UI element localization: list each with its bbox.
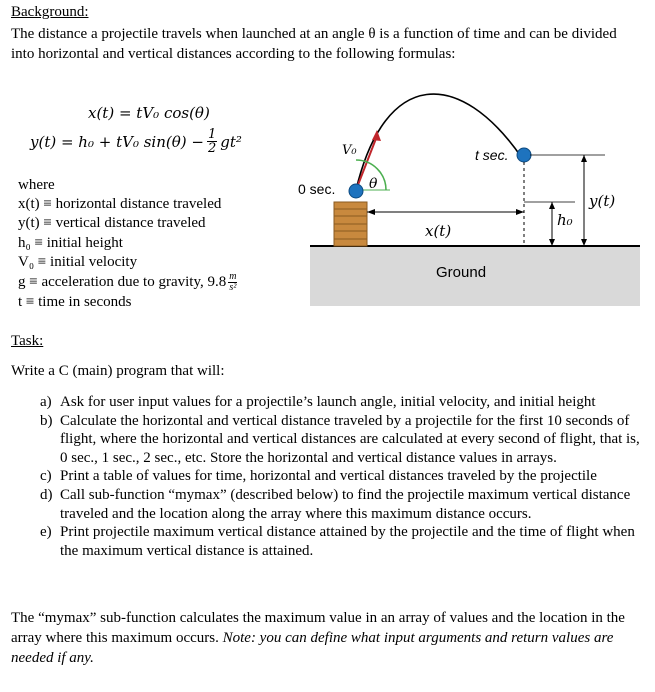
g-definition: g ≡ acceleration due to gravity, 9.8 <box>18 273 227 290</box>
item-text: Print a table of values for time, horizontal and vertical distances traveled by the projectile <box>60 468 597 485</box>
fraction-denominator: 2 <box>207 141 217 156</box>
item-label: b) <box>40 412 53 429</box>
item-label: d) <box>40 486 53 503</box>
list-item <box>40 486 640 523</box>
v-definition: V₀ ≡ initial velocity <box>18 253 138 270</box>
list-item <box>40 412 640 468</box>
y-definition: y(t) ≡ vertical distance traveled <box>18 215 206 232</box>
background-heading: Background: <box>11 4 89 20</box>
list-item <box>40 393 640 412</box>
fraction-numerator: 1 <box>207 127 217 142</box>
definitions-list <box>18 176 237 312</box>
background-paragraph: The distance a projectile travels when launched at an angle θ is a function of time and can be divided into horizontal and vertical distances according to the following formulas: <box>11 26 617 62</box>
one-half-fraction <box>207 128 217 155</box>
y-equation <box>30 128 242 155</box>
y-label: y(t) <box>589 192 616 210</box>
g-unit-den: s² <box>229 282 237 294</box>
theta-label: θ <box>369 176 378 192</box>
ground-label: Ground <box>436 264 487 281</box>
item-label: e) <box>40 524 52 541</box>
x-definition: x(t) ≡ horizontal distance traveled <box>18 196 222 213</box>
tsec-ball <box>517 148 531 162</box>
item-text: Print projectile maximum vertical distance attained by the projectile and the time of flight when the maximum vertical distance is attained. <box>60 524 635 559</box>
where-label: where <box>18 177 55 193</box>
v0-label: V₀ <box>342 143 357 158</box>
mymax-description <box>11 608 641 668</box>
item-label: c) <box>40 468 52 485</box>
task-heading: Task: <box>11 333 44 349</box>
item-text: Calculate the horizontal and vertical distance traveled by a projectile for the first 10 seconds of flight, where the horizontal and vertical distances are calculated at every second of flight, that is, 0 sec., 1 sec., 2 sec., etc. Store the horizontal and vertical distance values in arrays. <box>60 412 640 466</box>
g-definition-row <box>18 272 237 293</box>
item-label: a) <box>40 394 52 410</box>
task-intro: Write a C (main) program that will: <box>11 363 225 379</box>
h-definition: h₀ ≡ initial height <box>18 234 123 251</box>
zero-sec-label: 0 sec. <box>298 181 336 197</box>
y-equation-right: gt² <box>220 132 242 151</box>
item-text: Call sub-function “mymax” (described below) to find the projectile maximum vertical distance traveled and the location along the array where this maximum distance occurs. <box>60 486 631 522</box>
item-text: Ask for user input values for a projectile’s launch angle, initial velocity, and initial height <box>60 394 596 410</box>
list-item <box>40 467 640 486</box>
g-unit-num: m <box>229 271 237 283</box>
t-definition: t ≡ time in seconds <box>18 294 132 311</box>
mymax-note: Note: you can define what input arguments and return values are needed if any. <box>11 630 614 666</box>
mymax-text: The “mymax” sub-function calculates the maximum value in an array of values and the location in the array where this maximum occurs. <box>11 610 625 646</box>
y-equation-left: y(t) = h₀ + tV₀ sin(θ) − <box>30 132 204 151</box>
task-list <box>40 393 640 560</box>
launch-ball <box>349 184 363 198</box>
trajectory-curve <box>356 94 522 190</box>
list-item <box>40 523 640 560</box>
t-sec-label: t sec. <box>475 147 509 163</box>
x-equation: x(t) = tV₀ cos(θ) <box>88 104 210 122</box>
x-label: x(t) <box>425 222 452 240</box>
h0-label: h₀ <box>557 211 573 229</box>
g-unit-fraction <box>228 272 237 293</box>
